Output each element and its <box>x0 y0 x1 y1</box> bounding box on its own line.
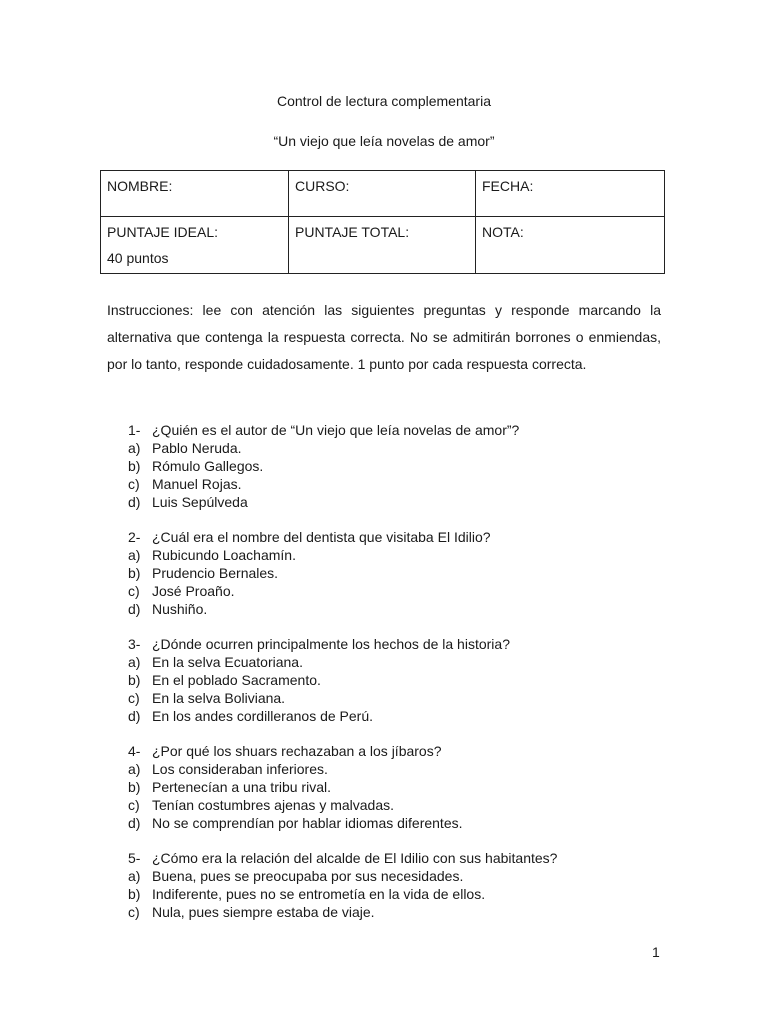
option-letter: c) <box>128 583 140 599</box>
puntaje-total-field: PUNTAJE TOTAL: <box>289 217 476 274</box>
puntaje-ideal-value: 40 puntos <box>107 250 169 266</box>
document-title: Control de lectura complementaria <box>277 93 491 109</box>
nota-field: NOTA: <box>476 217 665 274</box>
document-subtitle: “Un viejo que leía novelas de amor” <box>273 133 495 149</box>
table-row <box>101 217 665 274</box>
answer-option[interactable] <box>128 582 668 600</box>
question-text: ¿Por qué los shuars rechazaban a los jíbaros? <box>152 743 442 759</box>
option-text: Prudencio Bernales. <box>152 565 279 581</box>
option-letter: c) <box>128 797 140 813</box>
option-letter: a) <box>128 440 141 456</box>
option-letter: a) <box>128 868 141 884</box>
question-text: ¿Dónde ocurren principalmente los hechos de la historia? <box>152 636 510 652</box>
option-text: Tenían costumbres ajenas y malvadas. <box>152 797 395 813</box>
question-number: 3- <box>128 636 141 652</box>
questions-list <box>128 421 668 938</box>
option-text: No se comprendían por hablar idiomas diferentes. <box>152 815 463 831</box>
fecha-field: FECHA: <box>476 171 665 217</box>
question-block <box>128 528 668 618</box>
option-text: En la selva Ecuatoriana. <box>152 654 303 670</box>
option-text: Indiferente, pues no se entrometía en la vida de ellos. <box>152 886 486 902</box>
answer-option[interactable] <box>128 885 668 903</box>
question-number: 5- <box>128 850 141 866</box>
question-block <box>128 635 668 725</box>
puntaje-ideal-field <box>101 217 289 274</box>
answer-option[interactable] <box>128 778 668 796</box>
option-letter: d) <box>128 601 141 617</box>
option-text: Nushiño. <box>152 601 208 617</box>
option-letter: b) <box>128 565 141 581</box>
option-letter: b) <box>128 672 141 688</box>
question-line <box>128 421 668 439</box>
option-letter: c) <box>128 690 140 706</box>
answer-option[interactable] <box>128 760 668 778</box>
answer-option[interactable] <box>128 796 668 814</box>
option-text: En la selva Boliviana. <box>152 690 286 706</box>
question-line <box>128 635 668 653</box>
question-number: 4- <box>128 743 141 759</box>
question-number: 2- <box>128 529 141 545</box>
answer-option[interactable] <box>128 439 668 457</box>
student-info-table <box>100 170 665 274</box>
option-text: Los consideraban inferiores. <box>152 761 328 777</box>
answer-option[interactable] <box>128 814 668 832</box>
answer-option[interactable] <box>128 707 668 725</box>
option-text: Rómulo Gallegos. <box>152 458 264 474</box>
instructions-paragraph: Instrucciones: lee con atención las siguientes preguntas y responde marcando la alternativa que contenga la respuesta correcta. No se admitirán borrones o enmiendas, por lo tanto, responde cuidadosamente. 1 punto por cada respuesta correcta. <box>107 302 661 372</box>
curso-field: CURSO: <box>289 171 476 217</box>
option-letter: a) <box>128 654 141 670</box>
option-letter: d) <box>128 494 141 510</box>
answer-option[interactable] <box>128 564 668 582</box>
option-letter: b) <box>128 779 141 795</box>
question-block <box>128 421 668 511</box>
answer-option[interactable] <box>128 903 668 921</box>
option-letter: d) <box>128 708 141 724</box>
question-text: ¿Cuál era el nombre del dentista que visitaba El Idilio? <box>152 529 491 545</box>
option-letter: c) <box>128 476 140 492</box>
question-line <box>128 528 668 546</box>
question-text: ¿Cómo era la relación del alcalde de El Idilio con sus habitantes? <box>152 850 558 866</box>
nombre-field: NOMBRE: <box>101 171 289 217</box>
option-letter: b) <box>128 458 141 474</box>
option-text: Manuel Rojas. <box>152 476 242 492</box>
answer-option[interactable] <box>128 493 668 511</box>
table-row <box>101 171 665 217</box>
question-line <box>128 849 668 867</box>
question-text: ¿Quién es el autor de “Un viejo que leía novelas de amor”? <box>152 422 520 438</box>
option-text: Buena, pues se preocupaba por sus necesidades. <box>152 868 464 884</box>
answer-option[interactable] <box>128 653 668 671</box>
page-number: 1 <box>652 944 660 960</box>
option-text: Pertenecían a una tribu rival. <box>152 779 331 795</box>
option-letter: c) <box>128 904 140 920</box>
answer-option[interactable] <box>128 867 668 885</box>
answer-option[interactable] <box>128 671 668 689</box>
answer-option[interactable] <box>128 475 668 493</box>
option-text: En el poblado Sacramento. <box>152 672 321 688</box>
question-block <box>128 742 668 832</box>
option-text: En los andes cordilleranos de Perú. <box>152 708 374 724</box>
question-number: 1- <box>128 422 141 438</box>
question-block <box>128 849 668 921</box>
answer-option[interactable] <box>128 546 668 564</box>
answer-option[interactable] <box>128 689 668 707</box>
puntaje-ideal-label: PUNTAJE IDEAL: <box>107 224 218 240</box>
option-text: José Proaño. <box>152 583 235 599</box>
option-letter: b) <box>128 886 141 902</box>
option-letter: d) <box>128 815 141 831</box>
option-text: Luis Sepúlveda <box>152 494 248 510</box>
option-text: Pablo Neruda. <box>152 440 242 456</box>
option-letter: a) <box>128 761 141 777</box>
option-text: Nula, pues siempre estaba de viaje. <box>152 904 375 920</box>
answer-option[interactable] <box>128 457 668 475</box>
option-text: Rubicundo Loachamín. <box>152 547 296 563</box>
option-letter: a) <box>128 547 141 563</box>
answer-option[interactable] <box>128 600 668 618</box>
question-line <box>128 742 668 760</box>
